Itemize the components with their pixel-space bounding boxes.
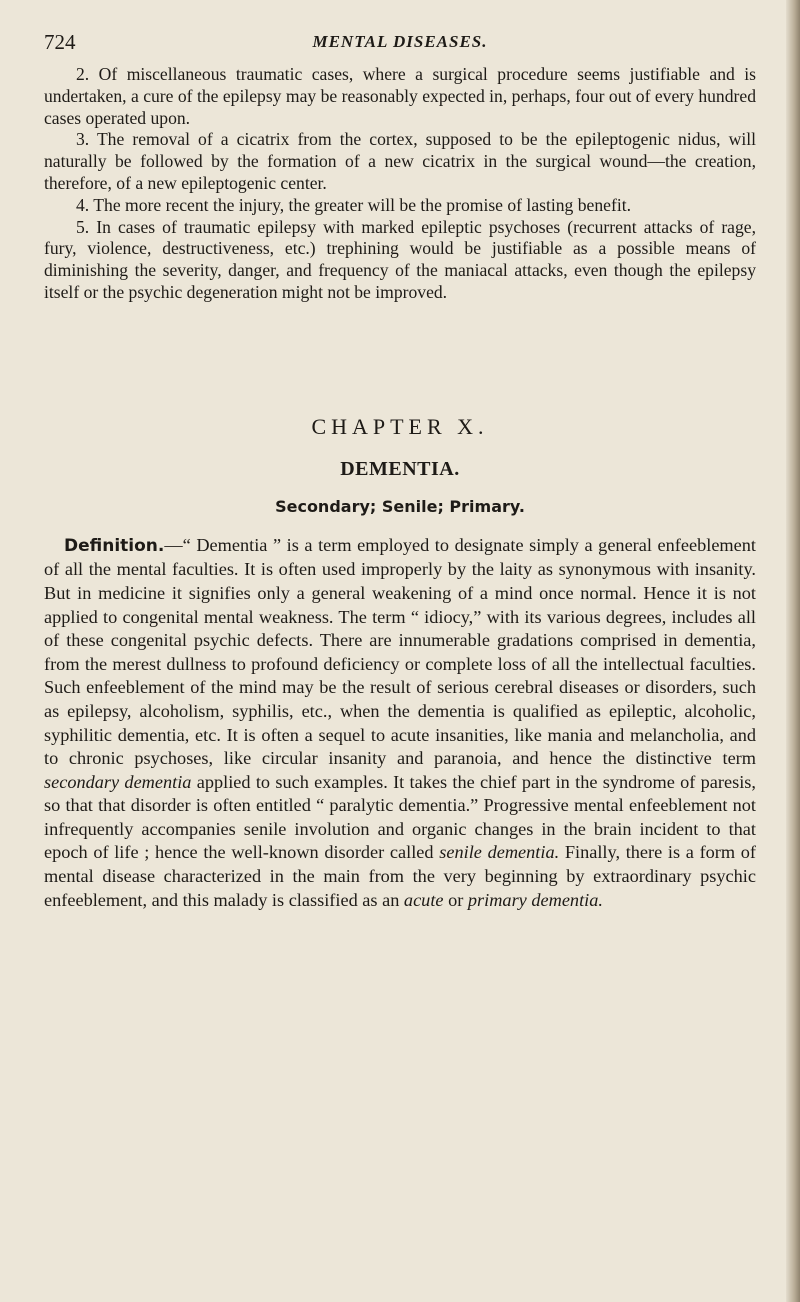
chapter-heading: CHAPTER X.	[311, 413, 489, 439]
term-primary-dementia: primary dementia.	[467, 889, 603, 910]
running-head: MENTAL DISEASES.	[312, 32, 488, 51]
definition-section	[44, 534, 756, 913]
term-secondary-dementia: secondary dementia	[44, 771, 192, 792]
page-edge	[786, 0, 800, 1302]
definition-text-4: or	[443, 889, 468, 910]
definition-label: Definition.	[64, 535, 165, 556]
page-header	[44, 30, 756, 64]
term-senile-dementia: senile dementia.	[439, 842, 560, 863]
page-number: 724	[44, 30, 76, 54]
chapter-subtitle: Secondary; Senile; Primary.	[275, 496, 525, 516]
point-4: 4. The more recent the injury, the greater will be the promise of lasting benefit.	[76, 194, 631, 215]
definition-text-2: applied to such examples. It takes the chief part in the syndrome of paresis, so that that disorder is often entitled “ paralytic dementia.” Progressive mental enfeeblement not infrequently accompanies senile involution and organic changes in the brain incident to that epoch of life ; hence the well-known disorder called	[44, 771, 756, 863]
point-3: 3. The removal of a cicatrix from the cortex, supposed to be the epileptogenic nidus, will naturally be followed by the formation of a new cicatrix in the surgical wound—the creation, therefore, of a new epileptogenic center.	[44, 129, 756, 193]
book-page	[44, 30, 756, 912]
numbered-conclusions	[44, 64, 756, 304]
chapter-title: DEMENTIA.	[340, 457, 460, 480]
term-acute: acute	[403, 889, 444, 910]
definition-text-1: —“ Dementia ” is a term employed to designate simply a general enfeeblement of all the mental faculties. It is often used improperly by the laity as synonymous with insanity. But in medicine it signifies only a general weakening of a mind once normal. Hence it is not applied to congenital mental weakness. The term “ idiocy,” with its various degrees, includes all of these congenital psychic defects. There are innumerable gradations comprised in dementia, from the merest dullness to profound deficiency or complete loss of all the intellectual faculties. Such enfeeblement of the mind may be the result of serious cerebral diseases or disorders, such as epilepsy, alcoholism, syphilis, etc., when the dementia is qualified as epileptic, alcoholic, syphilitic dementia, etc. It is often a sequel to acute insanities, like mania and melancholia, and to chronic psychoses, like circular insanity and paranoia, and hence the distinctive term	[44, 534, 756, 769]
point-2: 2. Of miscellaneous traumatic cases, where a surgical procedure seems justifiable and is undertaken, a cure of the epilepsy may be reasonably expected in, perhaps, four out of every hundred cases operated upon.	[44, 64, 756, 128]
definition-paragraph	[44, 534, 756, 913]
point-5: 5. In cases of traumatic epilepsy with marked epileptic psychoses (recurrent attacks of rage, fury, violence, destructiveness, etc.) trephining would be justifiable as a possible means of diminishing the severity, danger, and frequency of the maniacal attacks, even though the epilepsy itself or the psychic degeneration might not be improved.	[44, 216, 756, 302]
definition-text-3: Finally, there is a form of mental disease characterized in the main from the very beginning by extraordinary psychic enfeeblement, and this malady is classified as an	[44, 842, 757, 910]
